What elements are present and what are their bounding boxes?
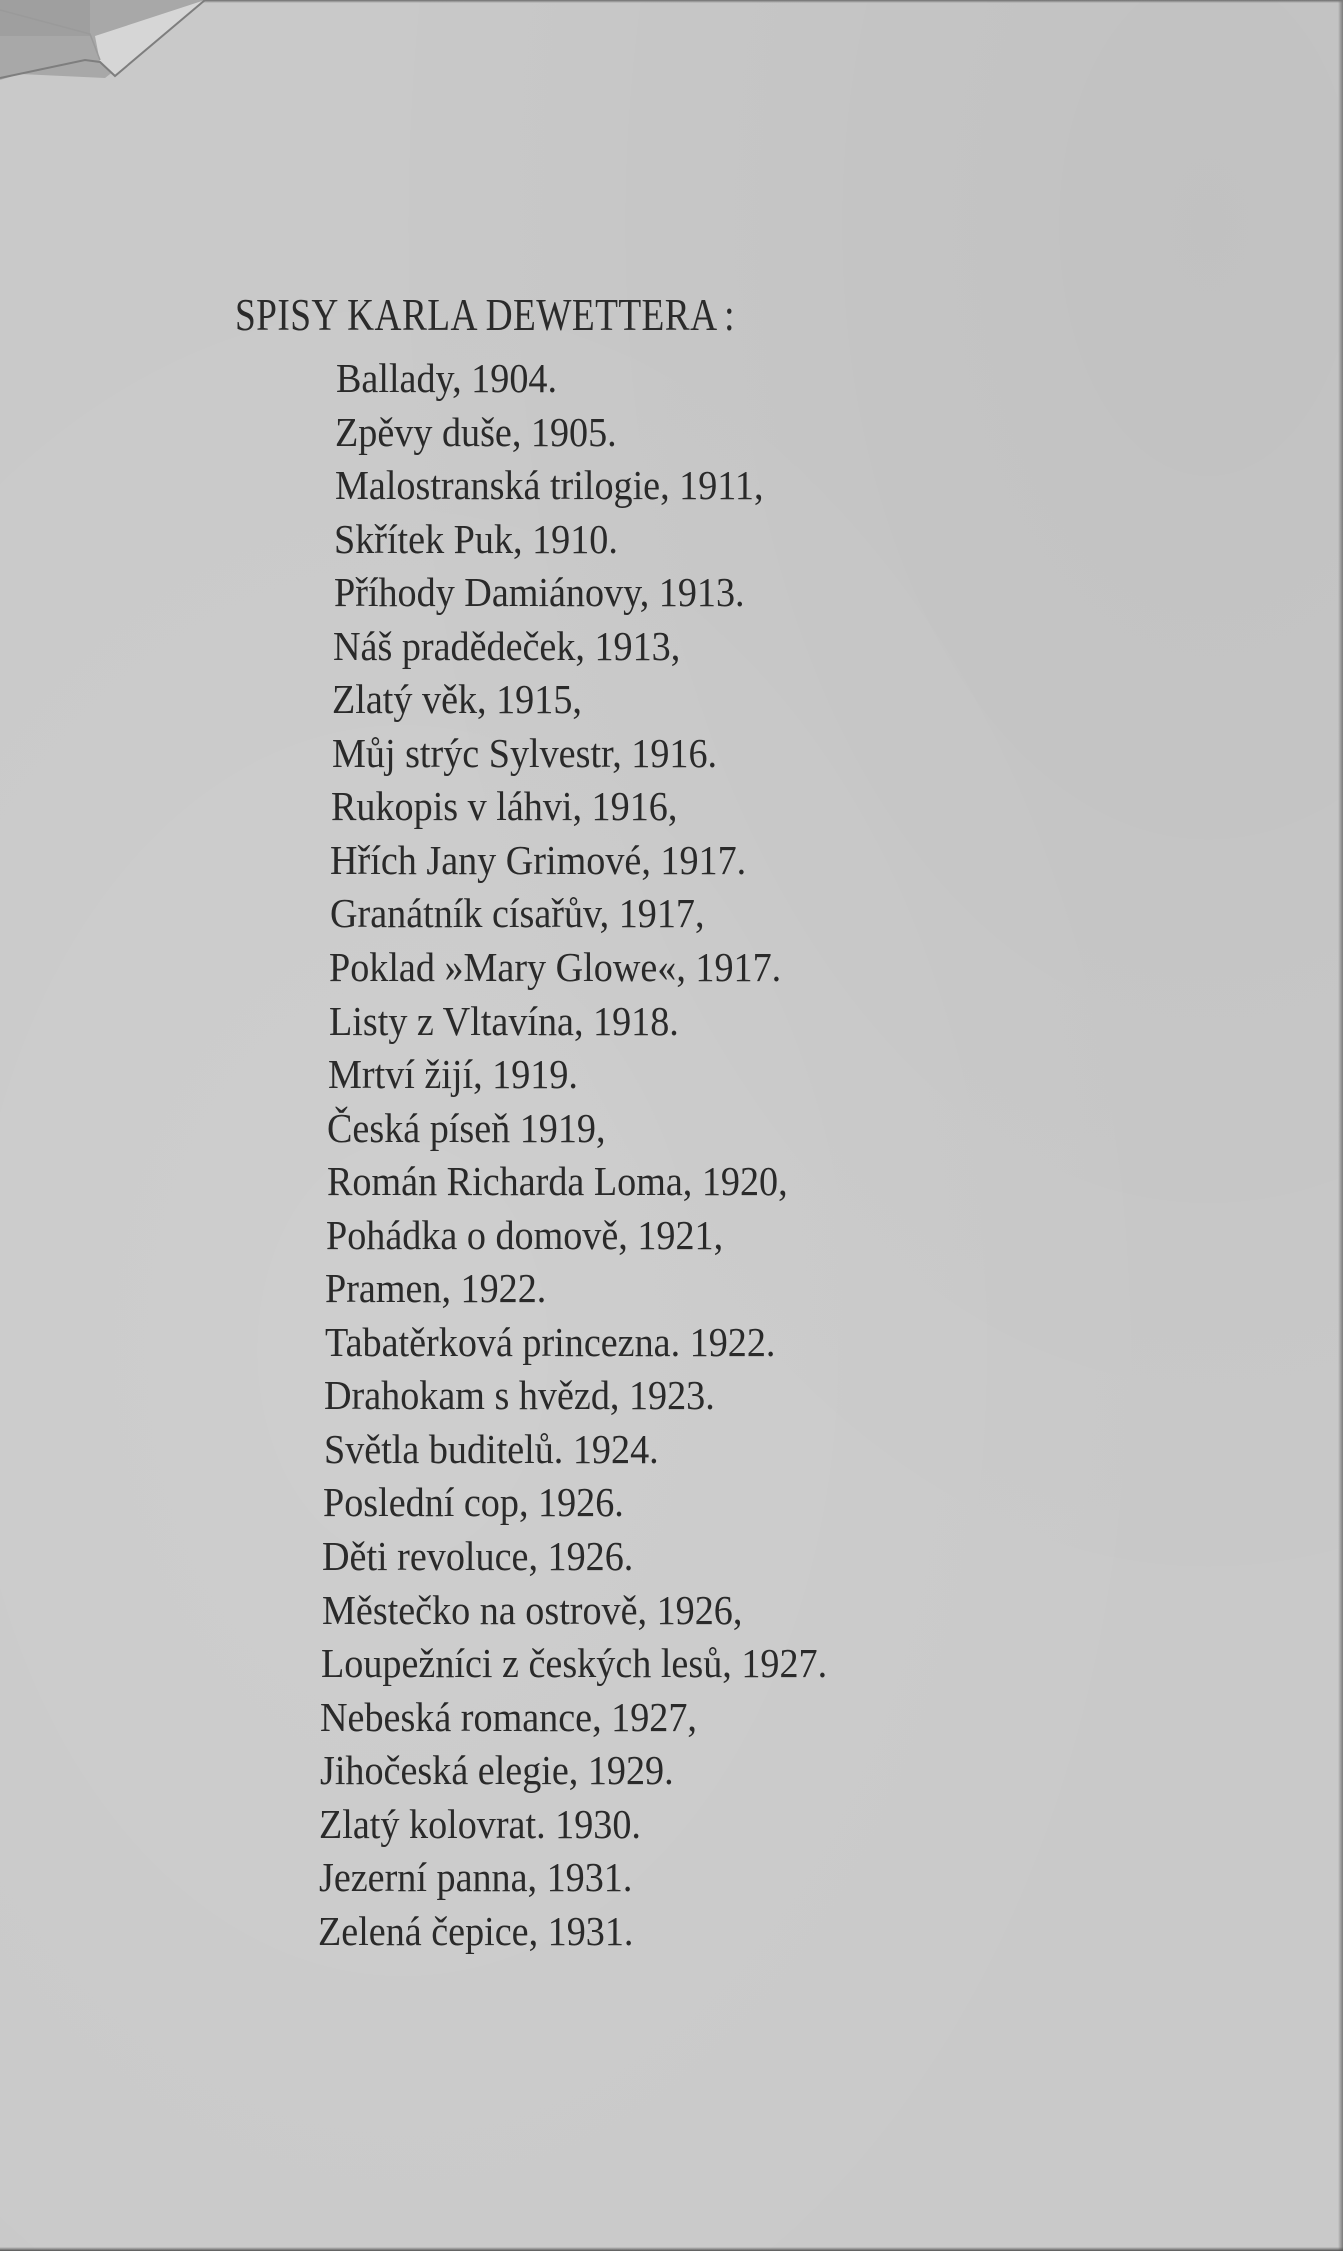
- work-list-item: [0, 1744, 865, 1798]
- work-list-item: [0, 1155, 865, 1209]
- work-list-item: [0, 1102, 865, 1156]
- page-bottom-edge: [0, 2247, 1343, 2251]
- work-list-item: [0, 1798, 865, 1852]
- work-list-item: [0, 566, 865, 620]
- work-list-item: [0, 727, 865, 781]
- work-list-item: [0, 1476, 865, 1530]
- work-list-item: [0, 1423, 865, 1477]
- work-list-item: [0, 1316, 865, 1370]
- page-heading: [235, 288, 735, 342]
- work-title: Zlatý kolovrat. 1930.: [319, 1800, 642, 1847]
- work-list-item: [0, 1584, 865, 1638]
- work-title: Ballady, 1904.: [336, 355, 557, 401]
- work-title: Pramen, 1922.: [325, 1265, 547, 1312]
- heading-text: SPISY KARLA DEWETTERA: [235, 290, 718, 340]
- work-list-item: [0, 352, 865, 406]
- work-title: Mrtví žijí, 1919.: [327, 1051, 578, 1098]
- work-title: Loupežníci z českých lesů, 1927.: [321, 1640, 828, 1687]
- work-title: Granátník císařův, 1917,: [329, 890, 705, 937]
- work-title: Městečko na ostrově, 1926,: [321, 1586, 743, 1633]
- work-list-item: [0, 887, 865, 941]
- work-list-item: [0, 1369, 865, 1423]
- work-list-item: [0, 995, 865, 1049]
- work-list-item: [0, 673, 865, 727]
- work-title: Zelená čepice, 1931.: [318, 1907, 634, 1954]
- work-list-item: [0, 1048, 865, 1102]
- work-list-item: [0, 1691, 865, 1745]
- work-title: Zpěvy duše, 1905.: [335, 408, 618, 455]
- work-list-item: [0, 1637, 865, 1691]
- works-list: [0, 352, 865, 1958]
- work-list-item: [0, 834, 865, 888]
- work-list-item: [0, 513, 865, 567]
- work-title: Skřítek Puk, 1910.: [334, 515, 619, 562]
- page-right-edge: [1338, 0, 1343, 2251]
- work-list-item: [0, 406, 865, 460]
- work-list-item: [0, 1851, 865, 1905]
- work-title: Jihočeská elegie, 1929.: [319, 1747, 674, 1794]
- work-title: Listy z Vltavína, 1918.: [328, 997, 679, 1044]
- work-list-item: [0, 459, 865, 513]
- work-title: Můj strýc Sylvestr, 1916.: [331, 729, 717, 776]
- work-title: Děti revoluce, 1926.: [322, 1533, 634, 1580]
- work-title: Tabatěrková princezna. 1922.: [324, 1318, 776, 1365]
- work-title: Poslední cop, 1926.: [322, 1479, 624, 1526]
- work-list-item: [0, 1905, 865, 1959]
- work-title: Román Richarda Loma, 1920,: [326, 1158, 788, 1205]
- work-list-item: [0, 941, 865, 995]
- work-title: Pohádka o domově, 1921,: [326, 1211, 724, 1258]
- work-title: Příhody Damiánovy, 1913.: [333, 569, 745, 616]
- heading-colon: :: [724, 290, 735, 340]
- work-title: Světla buditelů. 1924.: [323, 1425, 659, 1472]
- torn-corner-fold: [0, 0, 260, 120]
- work-title: Rukopis v láhvi, 1916,: [331, 783, 678, 830]
- work-list-item: [0, 620, 865, 674]
- work-title: Jezerní panna, 1931.: [318, 1854, 633, 1901]
- work-title: Hřích Jany Grimové, 1917.: [330, 836, 747, 883]
- work-title: Česká píseň 1919,: [327, 1104, 606, 1151]
- work-list-item: [0, 780, 865, 834]
- work-title: Poklad »Mary Glowe«, 1917.: [329, 944, 782, 991]
- work-title: Drahokam s hvězd, 1923.: [324, 1372, 715, 1419]
- work-title: Náš pradědeček, 1913,: [332, 622, 681, 669]
- work-list-item: [0, 1262, 865, 1316]
- work-title: Zlatý věk, 1915,: [332, 676, 583, 723]
- work-title: Malostranská trilogie, 1911,: [334, 462, 764, 509]
- work-list-item: [0, 1530, 865, 1584]
- work-list-item: [0, 1209, 865, 1263]
- work-title: Nebeská romance, 1927,: [320, 1693, 698, 1740]
